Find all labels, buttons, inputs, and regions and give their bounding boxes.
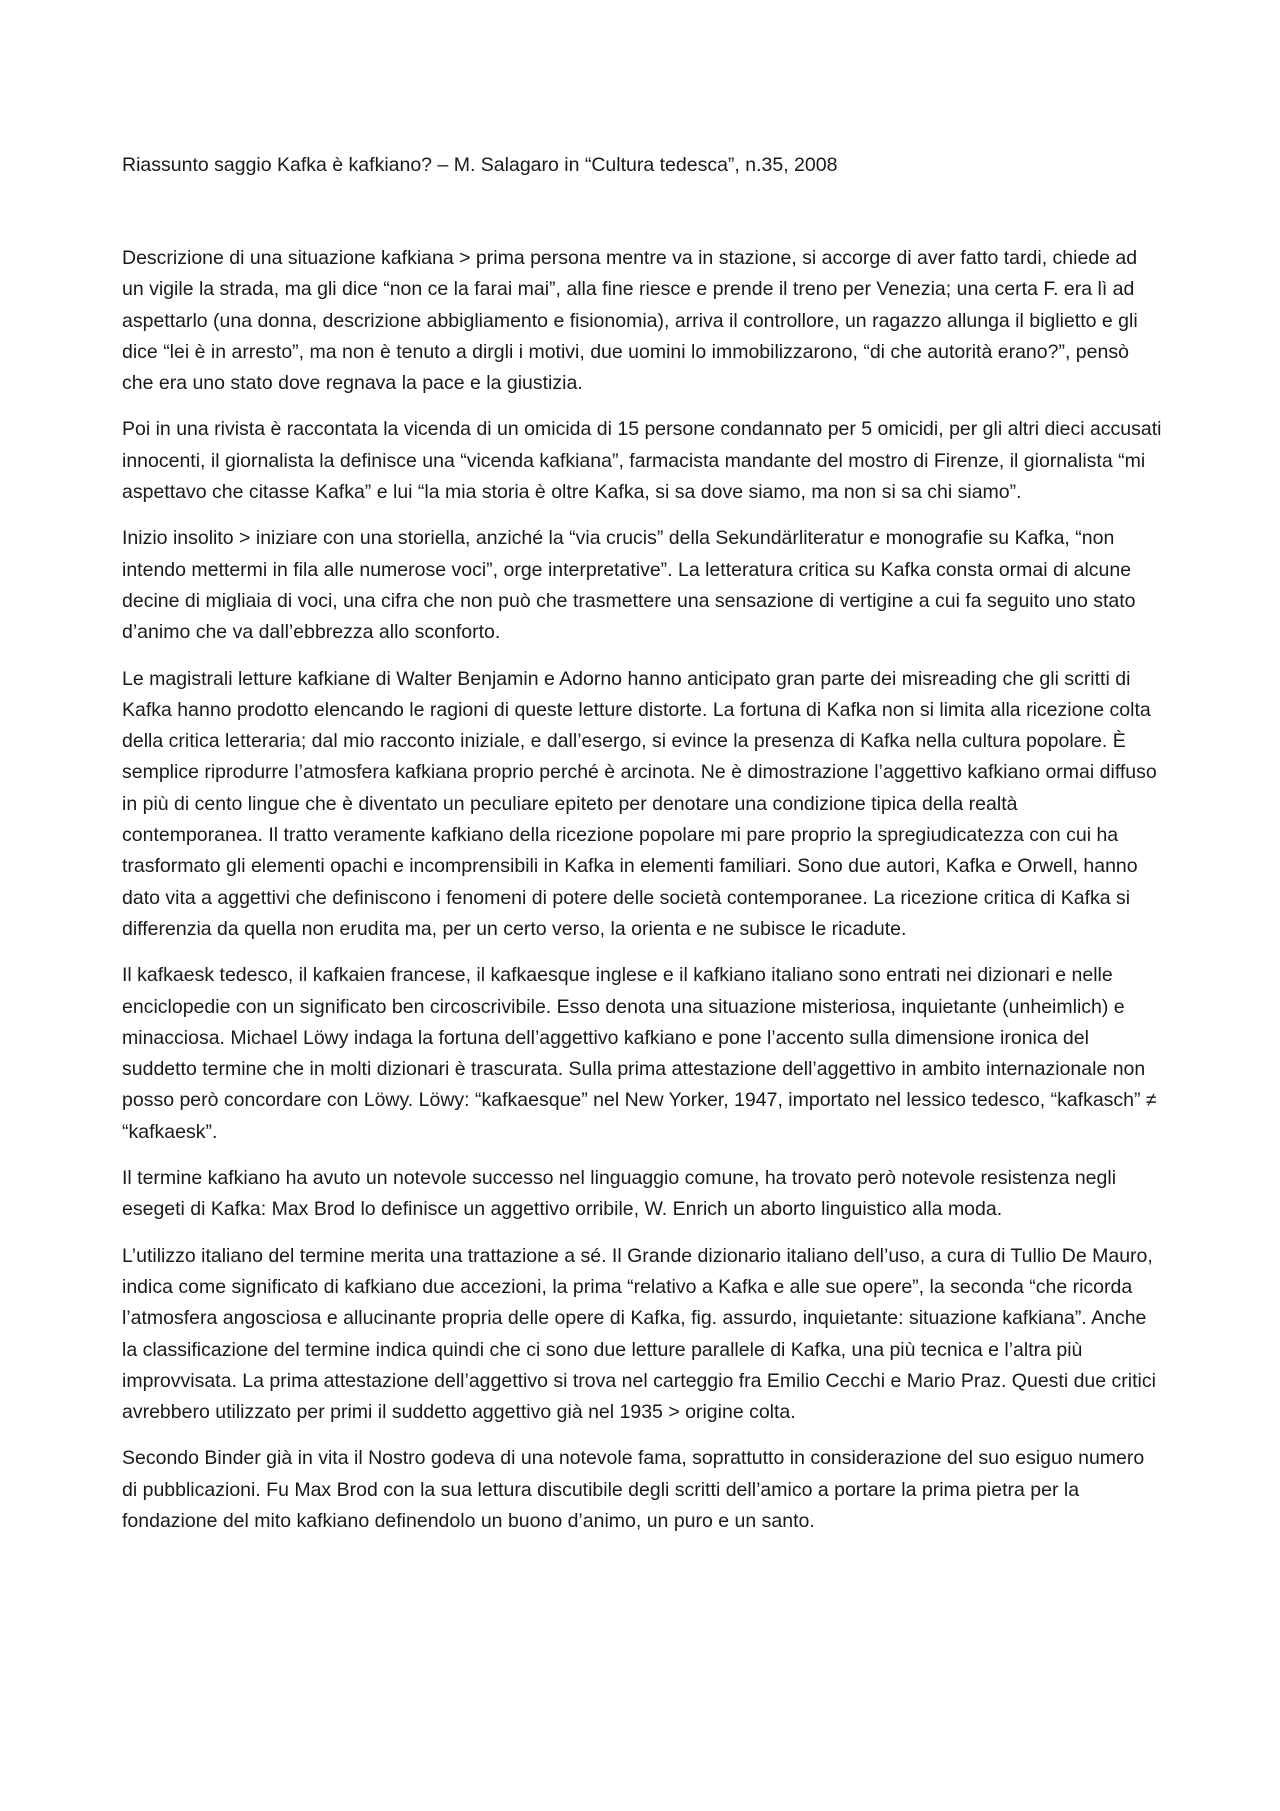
paragraph-6: Il termine kafkiano ha avuto un notevole successo nel linguaggio comune, ha trovato però notevole resistenza negli esegeti di Kafka: Max Brod lo definisce un aggettivo orribile, W. Enrich un aborto linguistico alla moda. bbox=[122, 1167, 1117, 1221]
document-title: Riassunto saggio Kafka è kafkiano? – M. Salagaro in “Cultura tedesca”, n.35, 2008 bbox=[122, 154, 838, 176]
document-page bbox=[122, 150, 1162, 1552]
paragraph-7: L’utilizzo italiano del termine merita una trattazione a sé. Il Grande dizionario italiano dell’uso, a cura di Tullio De Mauro, indica come significato di kafkiano due accezioni, la prima “relativo a Kafka e alle sue opere”, la seconda “che ricorda l’atmosfera angosciosa e allucinante propria delle opere di Kafka, fig. assurdo, inquietante: situazione kafkiana”. Anche la classificazione del termine indica quindi che ci sono due letture parallele di Kafka, una più tecnica e l’altra più improvvisata. La prima attestazione dell’aggettivo si trova nel carteggio fra Emilio Cecchi e Mario Praz. Questi due critici avrebbero utilizzato per primi il suddetto aggettivo già nel 1935 > origine colta. bbox=[122, 1244, 1156, 1424]
paragraph-3: Inizio insolito > iniziare con una storiella, anziché la “via crucis” della Sekundärliteratur e monografie su Kafka, “non intendo mettermi in fila alle numerose voci”, orge interpretative”. La letteratura critica su Kafka consta ormai di alcune decine di migliaia di voci, una cifra che non può che trasmettere una sensazione di vertigine a cui fa seguito uno stato d’animo che va dall’ebbrezza allo sconforto. bbox=[122, 527, 1136, 644]
paragraph-5: Il kafkaesk tedesco, il kafkaien francese, il kafkaesque inglese e il kafkiano italiano sono entrati nei dizionari e nelle enciclopedie con un significato ben circoscrivibile. Esso denota una situazione misteriosa, inquietante (unheimlich) e minacciosa. Michael Löwy indaga la fortuna dell’aggettivo kafkiano e pone l’accento sulla dimensione ironica del suddetto termine che in molti dizionari è trascurata. Sulla prima attestazione dell’aggettivo in ambito internazionale non posso però concordare con Löwy. Löwy: “kafkaesque” nel New Yorker, 1947, importato nel lessico tedesco, “kafkasch” ≠ “kafkaesk”. bbox=[122, 964, 1157, 1143]
paragraph-8: Secondo Binder già in vita il Nostro godeva di una notevole fama, soprattutto in considerazione del suo esiguo numero di pubblicazioni. Fu Max Brod con la sua lettura discutibile degli scritti dell’amico a portare la prima pietra per la fondazione del mito kafkiano definendolo un buono d’animo, un puro e un santo. bbox=[122, 1447, 1145, 1532]
paragraph-2: Poi in una rivista è raccontata la vicenda di un omicida di 15 persone condannato per 5 omicidi, per gli altri dieci accusati innocenti, il giornalista la definisce una “vicenda kafkiana”, farmacista mandante del mostro di Firenze, il giornalista “mi aspettavo che citasse Kafka” e lui “la mia storia è oltre Kafka, si sa dove siamo, ma non si sa chi siamo”. bbox=[122, 418, 1162, 504]
paragraph-4: Le magistrali letture kafkiane di Walter Benjamin e Adorno hanno anticipato gran parte dei misreading che gli scritti di Kafka hanno prodotto elencando le ragioni di queste letture distorte. La fortuna di Kafka non si limita alla ricezione colta della critica letteraria; dal mio racconto iniziale, e dall’esergo, si evince la presenza di Kafka nella cultura popolare. È semplice riprodurre l’atmosfera kafkiana proprio perché è arcinota. Ne è dimostrazione l’aggettivo kafkiano ormai diffuso in più di cento lingue che è diventato un peculiare epiteto per denotare una condizione tipica della realtà contemporanea. Il tratto veramente kafkiano della ricezione popolare mi pare proprio la spregiudicatezza con cui ha trasformato gli elementi opachi e incomprensibili in Kafka in elementi familiari. Sono due autori, Kafka e Orwell, hanno dato vita a aggettivi che definiscono i fenomeni di potere delle società contemporanee. La ricezione critica di Kafka si differenzia da quella non erudita ma, per un certo verso, la orienta e ne subisce le ricadute. bbox=[122, 667, 1157, 940]
paragraph-1: Descrizione di una situazione kafkiana > prima persona mentre va in stazione, si accorge di aver fatto tardi, chiede ad un vigile la strada, ma gli dice “non ce la farai mai”, alla fine riesce e prende il treno per Venezia; una certa F. era lì ad aspettarlo (una donna, descrizione abbigliamento e fisionomia), arriva il controllore, un ragazzo allunga il biglietto e gli dice “lei è in arresto”, ma non è tenuto a dirgli i motivi, due uomini lo immobilizzarono, “di che autorità erano?”, pensò che era uno stato dove regnava la pace e la giustizia. bbox=[122, 247, 1138, 395]
